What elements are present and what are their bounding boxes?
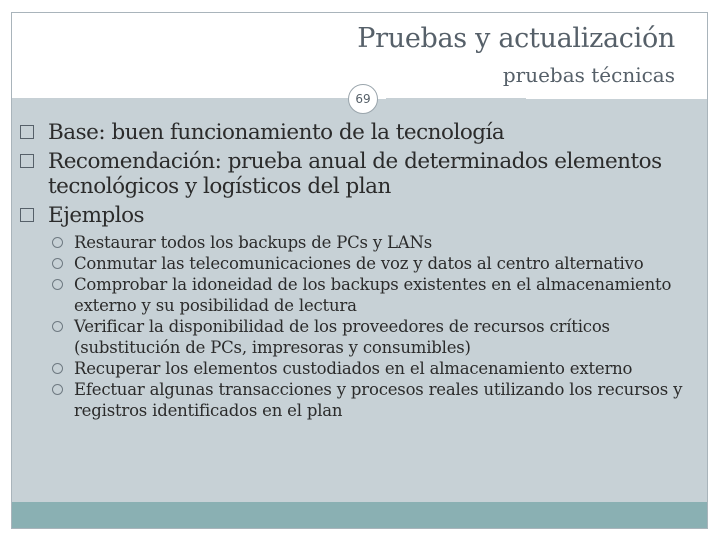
list-item-text: Comprobar la idoneidad de los backups existentes en el almacenamiento externo y su posibilidad de lectura bbox=[74, 275, 672, 315]
circle-bullet-icon bbox=[52, 321, 63, 332]
list-item-text: Verificar la disponibilidad de los proveedores de recursos críticos (substitución de PCs, impresoras y consumibles) bbox=[74, 317, 610, 357]
circle-bullet-icon bbox=[52, 258, 63, 269]
slide-subtitle: pruebas técnicas bbox=[502, 63, 675, 87]
circle-bullet-icon bbox=[52, 279, 63, 290]
list-item bbox=[16, 358, 696, 379]
bullet-text: Recomendación: prueba anual de determinados elementos tecnológicos y logísticos del plan bbox=[48, 149, 662, 199]
list-item bbox=[16, 253, 696, 274]
list-item bbox=[16, 316, 696, 358]
list-item-text: Restaurar todos los backups de PCs y LANs bbox=[74, 233, 432, 252]
bullet-text: Base: buen funcionamiento de la tecnología bbox=[48, 120, 505, 145]
circle-bullet-icon bbox=[52, 363, 63, 374]
list-item-text: Efectuar algunas transacciones y procesos reales utilizando los recursos y registros identificados en el plan bbox=[74, 380, 683, 420]
list-item bbox=[16, 379, 696, 421]
square-bullet-icon bbox=[20, 125, 34, 139]
list-item bbox=[16, 274, 696, 316]
bullet-recomendacion bbox=[16, 149, 696, 199]
list-item-text: Conmutar las telecomunicaciones de voz y datos al centro alternativo bbox=[74, 254, 644, 273]
square-bullet-icon bbox=[20, 154, 34, 168]
divider-right bbox=[386, 98, 526, 99]
examples-list bbox=[16, 232, 696, 421]
list-item-text: Recuperar los elementos custodiados en el almacenamiento externo bbox=[74, 359, 633, 378]
bullet-text: Ejemplos bbox=[48, 203, 145, 228]
bullet-ejemplos bbox=[16, 203, 696, 228]
slide-body bbox=[16, 120, 696, 421]
circle-bullet-icon bbox=[52, 384, 63, 395]
bullet-base bbox=[16, 120, 696, 145]
square-bullet-icon bbox=[20, 208, 34, 222]
circle-bullet-icon bbox=[52, 237, 63, 248]
slide-title: Pruebas y actualización bbox=[357, 23, 675, 54]
divider-left bbox=[12, 98, 352, 99]
page-number-badge: 69 bbox=[348, 84, 378, 114]
list-item bbox=[16, 232, 696, 253]
footer-bar bbox=[12, 502, 707, 528]
